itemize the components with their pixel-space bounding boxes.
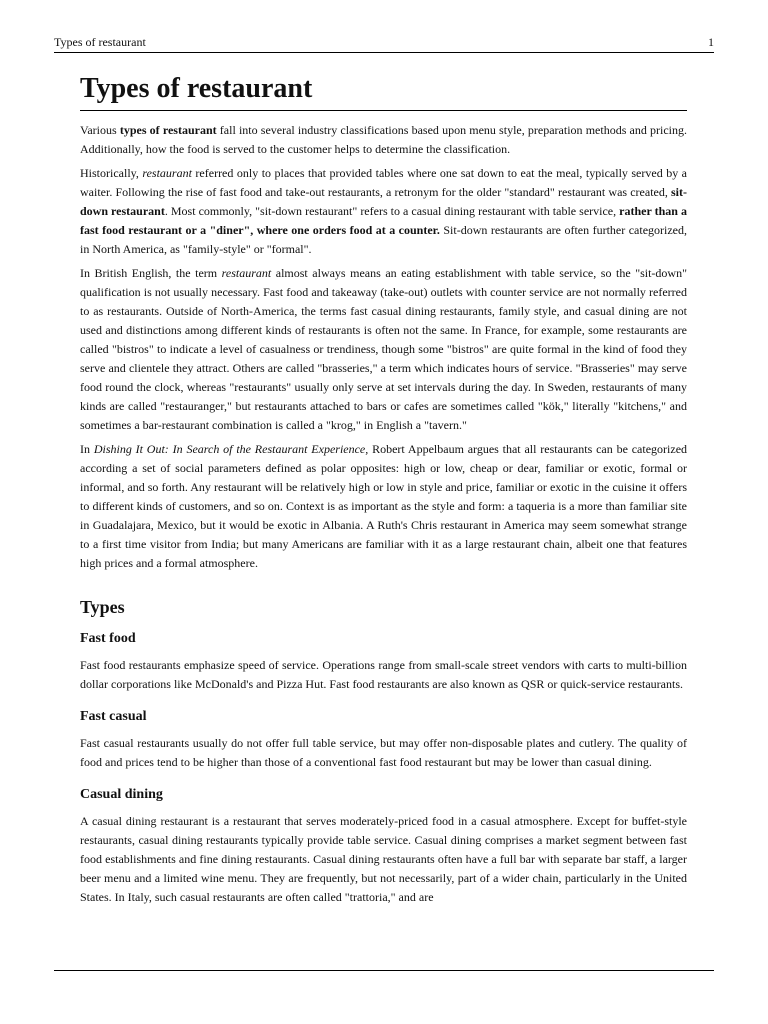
fast-food-paragraph: Fast food restaurants emphasize speed of service. Operations range from small-scale street vendors with carts to multi-billion dollar corporations like McDonald's and Pizza Hut. Fast food restaurants are also known as QSR or quick-service restaurants. <box>80 658 687 691</box>
intro-paragraph-2: Historically, restaurant referred only to places that provided tables where one sat down to eat the meal, typically served by a waiter. Following the rise of fast food and take-out restaurants, a retronym for the older "standard" restaurant was created, sit-down restaurant. Most commonly, "sit-down restaurant" refers to a casual dining restaurant with table service, rather than a fast food restaurant or a "diner", where one orders food at a counter. Sit-down restaurants are often further categorized, in North America, as "family-style" or "formal". <box>80 166 688 256</box>
fast-casual-paragraph: Fast casual restaurants usually do not offer full table service, but may offer non-disposable plates and cutlery. The quality of food and prices tend to be higher than those of a conventional fast food restaurant but may be lower than casual dining. <box>80 736 687 769</box>
subsection-heading-casual-dining: Casual dining <box>80 787 163 802</box>
subsection-heading-fast-casual: Fast casual <box>80 709 147 724</box>
article-body <box>80 72 687 912</box>
running-header-title: Types of restaurant <box>54 35 146 49</box>
running-header <box>54 34 714 53</box>
intro-paragraph-4: In Dishing It Out: In Search of the Restaurant Experience, Robert Appelbaum argues that all restaurants can be categorized according a set of social parameters defined as polar opposites: high or low, cheap or dear, familiar or exotic, formal or informal, and so forth. Any restaurant will be relatively high or low in style and price, familiar or exotic in the cuisine it offers to different kinds of customers, and so on. Context is as important as the style and form: a taqueria is a more than familiar site in Guadalajara, Mexico, but it would be exotic in Albania. A Ruth's Chris restaurant in America may seem somewhat strange to a first time visitor from India; but many Americans are familiar with it as a large restaurant chain, albeit one that features high prices and a formal atmosphere. <box>80 442 688 570</box>
casual-dining-paragraph: A casual dining restaurant is a restaurant that serves moderately-priced food in a casual atmosphere. Except for buffet-style restaurants, casual dining restaurants typically provide table service. Casual dining comprises a market segment between fast food establishments and fine dining restaurants. Casual dining restaurants often have a full bar with separate bar staff, a larger beer menu and a limited wine menu. They are frequently, but not necessarily, part of a wider chain, particularly in the United States. In Italy, such casual restaurants are often called "trattoria," and are <box>80 814 687 904</box>
intro-paragraph-3: In British English, the term restaurant almost always means an eating establishment with table service, so the "sit-down" qualification is not usually necessary. Fast food and takeaway (take-out) outlets with counter service are not normally referred to as restaurants. Outside of North-America, the terms fast casual dining restaurants, family style, and casual dining are not used and distinctions among different kinds of restaurants is often not the same. In France, for example, some restaurants are called "bistros" to indicate a level of casualness or trendiness, though some "bistros" are quite formal in the kind of food they serve and clientele they attract. Others are called "brasseries," a term which indicates hours of service. "Brasseries" may serve food round the clock, whereas "restaurants" usually only serve at set intervals during the day. In Sweden, restaurants of many kinds are called "restauranger," but restaurants attached to bars or cafes are sometimes called "kök," literally "kitchens," and sometimes a bar-restaurant combination is called a "krog," in English a "tavern." <box>80 266 687 432</box>
section-heading-types: Types <box>80 597 125 617</box>
footer-rule <box>54 970 714 971</box>
subsection-heading-fast-food: Fast food <box>80 631 136 646</box>
page-title: Types of restaurant <box>80 72 687 111</box>
intro-paragraph-1: Various types of restaurant fall into several industry classifications based upon menu style, preparation methods and pricing. Additionally, how the food is served to the customer helps to determine the classification. <box>80 123 688 156</box>
page-number: 1 <box>708 35 714 49</box>
